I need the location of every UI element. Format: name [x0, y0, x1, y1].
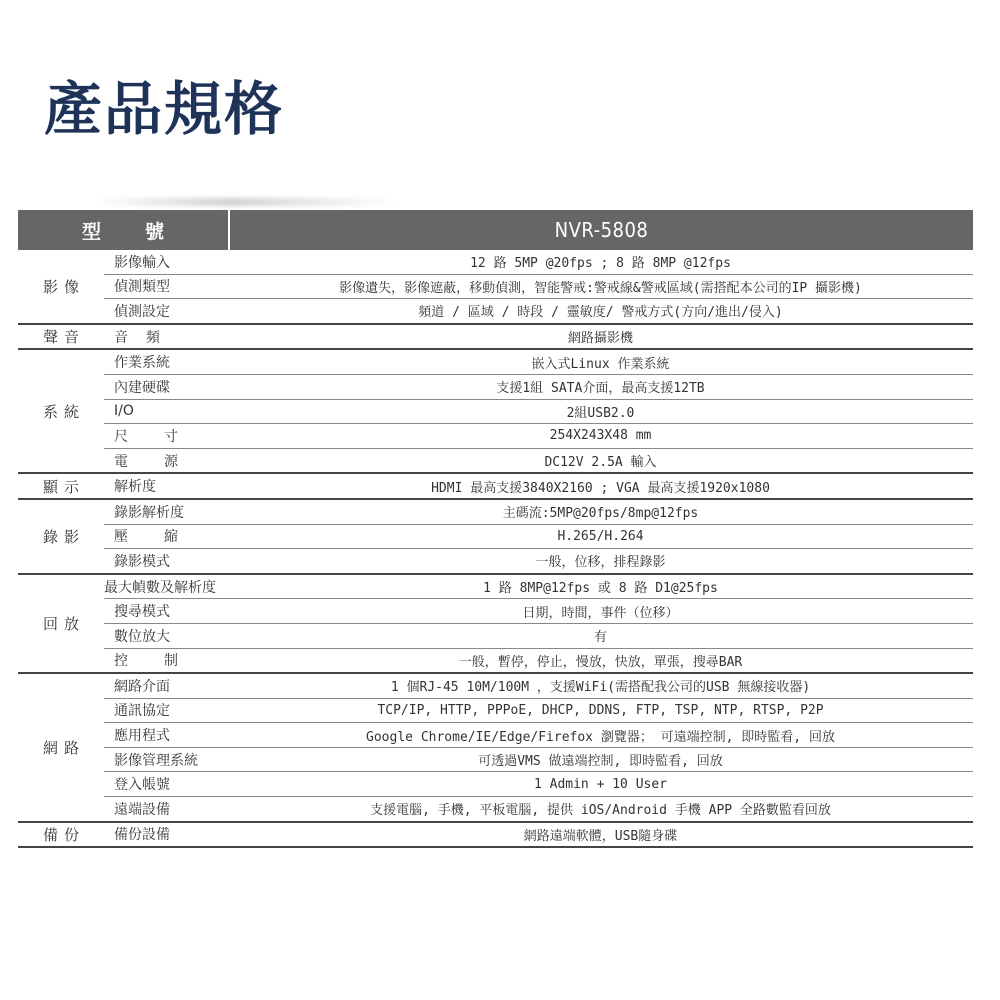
spec-group-label: 錄影: [42, 527, 85, 546]
spec-row-value: 1 個RJ-45 10M/100M ，支援WiFi(需搭配我公司的USB 無線接收器): [390, 680, 811, 696]
spec-row-label: 影像管理系統: [114, 752, 198, 769]
spec-group: [18, 674, 973, 823]
spec-row-label: 控制: [114, 653, 214, 670]
spec-group-label: 備份: [42, 825, 85, 844]
spec-row-label: 電源: [114, 453, 214, 470]
spec-group: [18, 500, 973, 575]
spec-row-label: 數位放大: [114, 628, 170, 645]
spec-row-value: 有: [593, 630, 607, 646]
spec-group-label: 系統: [42, 402, 85, 421]
spec-row: [104, 350, 973, 375]
spec-row-label: 內建硬碟: [114, 379, 170, 396]
spec-row-label: I/O: [114, 403, 134, 420]
spec-row: [104, 474, 973, 498]
spec-row-label: 最大幀數及解析度: [104, 579, 216, 596]
spec-row: [104, 575, 973, 600]
spec-group-rows: [104, 474, 973, 498]
spec-row: [104, 624, 973, 649]
spec-group-label: 聲音: [42, 328, 85, 347]
spec-row-value: 影像遺失，影像遮蔽，移動偵測，智能警戒:警戒線&警戒區域(需搭配本公司的IP 攝影機): [339, 280, 862, 296]
spec-row: [104, 797, 973, 821]
spec-row: [104, 449, 973, 473]
spec-row: [104, 823, 973, 847]
spec-row-value: 主碼流:5MP@20fps/8mp@12fps: [502, 506, 699, 522]
spec-row-value: TCP/IP, HTTP, PPPoE, DHCP, DDNS, FTP, TSP, NTP, RTSP, P2P: [377, 702, 824, 718]
spec-row-label: 備份設備: [114, 827, 170, 844]
spec-row-label: 錄影模式: [114, 553, 170, 570]
spec-row: [104, 325, 973, 349]
spec-row-label: 遠端設備: [114, 801, 170, 818]
spec-row-label: 網路介面: [114, 678, 170, 695]
spec-group-rows: [104, 250, 973, 323]
spec-row-value: 支援電腦, 手機, 平板電腦, 提供 iOS/Android 手機 APP 全路數監看回放: [370, 803, 831, 819]
spec-row: [104, 250, 973, 275]
spec-groups: [18, 250, 973, 848]
spec-group: [18, 250, 973, 325]
spec-group-rows: [104, 674, 973, 821]
spec-row-value: 頻道 / 區域 / 時段 / 靈敏度/ 警戒方式(方向/進出/侵入): [418, 305, 783, 321]
spec-row-label: 通訊協定: [114, 703, 170, 720]
model-label: 型號: [18, 210, 228, 250]
spec-row: [104, 699, 973, 724]
spec-row-label: 偵測類型: [114, 279, 170, 296]
page-title: 產品規格: [44, 75, 285, 143]
spec-row: [104, 500, 973, 525]
spec-row-value: 支援1組 SATA介面，最高支援12TB: [496, 381, 705, 397]
model-value: NVR-5808: [554, 218, 649, 242]
spec-group-rows: [104, 500, 973, 573]
spec-row: [104, 649, 973, 673]
spec-group: [18, 575, 973, 674]
spec-row-label: 解析度: [114, 479, 156, 496]
spec-row: [104, 772, 973, 797]
spec-row-label: 錄影解析度: [114, 504, 184, 521]
spec-row-value: H.265/H.264: [557, 528, 644, 544]
spec-row: [104, 674, 973, 699]
spec-table-header: [18, 210, 973, 250]
spec-group-rows: [104, 350, 973, 472]
spec-row: [104, 549, 973, 573]
spec-group-rows: [104, 823, 973, 847]
spec-group-label: 回放: [42, 614, 85, 633]
spec-row-value: 嵌入式Linux 作業系統: [531, 356, 670, 372]
spec-row-value: HDMI 最高支援3840X2160 ; VGA 最高支援1920x1080: [431, 480, 770, 496]
spec-row: [104, 275, 973, 300]
spec-group-label: 顯示: [42, 477, 85, 496]
spec-row: [104, 375, 973, 400]
spec-row: [104, 723, 973, 748]
spec-row-value: Google Chrome/IE/Edge/Firefox 瀏覽器； 可遠端控制, 即時監看, 回放: [366, 729, 835, 745]
spec-table: [18, 210, 973, 848]
spec-row-label: 作業系統: [114, 355, 170, 372]
spec-row-value: 可透過VMS 做遠端控制, 即時監看, 回放: [478, 754, 723, 770]
spec-row-label: 影像輸入: [114, 254, 170, 271]
spec-row-label: 登入帳號: [114, 777, 170, 794]
spec-group: [18, 325, 973, 351]
spec-row-value: 網路攝影機: [567, 331, 633, 347]
spec-group: [18, 474, 973, 500]
spec-row-label: 壓縮: [114, 529, 214, 546]
spec-row: [104, 599, 973, 624]
spec-row-value: 254X243X48 mm: [549, 428, 652, 444]
spec-row-value: DC12V 2.5A 輸入: [544, 455, 657, 471]
spec-row-value: 12 路 5MP @20fps ; 8 路 8MP @12fps: [470, 256, 731, 272]
spec-row: [104, 400, 973, 425]
spec-row-label: 偵測設定: [114, 303, 170, 320]
spec-row: [104, 424, 973, 449]
spec-row-value: 2組USB2.0: [566, 405, 635, 421]
spec-row-label: 音頻: [114, 329, 178, 346]
spec-row: [104, 299, 973, 323]
spec-row-label: 搜尋模式: [114, 604, 170, 621]
spec-row-value: 日期，時間，事件（位移）: [522, 605, 679, 621]
spec-group-rows: [104, 325, 973, 349]
spec-row: [104, 525, 973, 550]
spec-row-label: 應用程式: [114, 728, 170, 745]
spec-row-value: 一般，暫停，停止，慢放，快放，單張，搜尋BAR: [458, 654, 743, 670]
spec-group-label: 網路: [42, 738, 85, 757]
spec-group-rows: [104, 575, 973, 672]
spec-row-value: 網路遠端軟體，USB隨身碟: [523, 828, 678, 844]
title-underline: [95, 198, 395, 206]
spec-row-value: 一般，位移，排程錄影: [535, 555, 666, 571]
spec-row-value: 1 路 8MP@12fps 或 8 路 D1@25fps: [483, 581, 718, 597]
spec-group: [18, 823, 973, 849]
spec-group-label: 影像: [42, 277, 85, 296]
spec-row: [104, 748, 973, 773]
spec-group: [18, 350, 973, 474]
spec-row-label: 尺寸: [114, 428, 214, 445]
spec-row-value: 1 Admin + 10 User: [533, 776, 668, 792]
